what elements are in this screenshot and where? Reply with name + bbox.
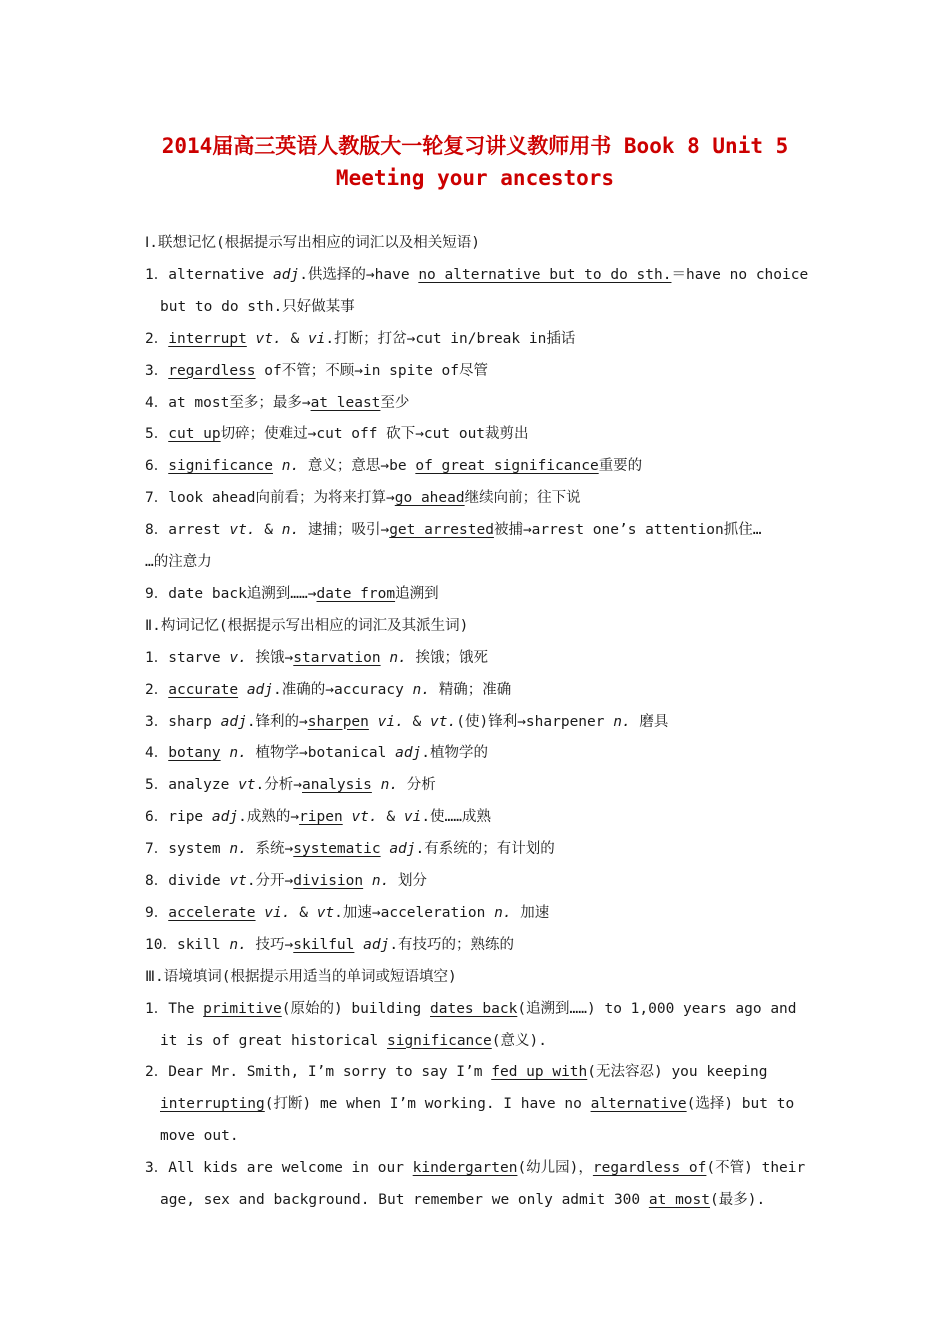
- text-segment: 切碎；使难过→cut off 砍下→cut out裁剪出: [220, 426, 529, 443]
- part-of-speech: vt.: [351, 809, 378, 826]
- text-segment: [363, 873, 372, 889]
- text-line: [160, 1126, 825, 1146]
- text-segment: 分析: [398, 777, 436, 794]
- part-of-speech: n.: [229, 841, 247, 858]
- text-segment: .加速→acceleration: [334, 904, 495, 921]
- text-segment: Ⅰ.联想记忆(根据提示写出相应的词汇以及相关短语): [145, 235, 480, 251]
- answer-blank: interrupting: [160, 1096, 265, 1113]
- text-segment: move out.: [160, 1128, 239, 1145]
- text-segment: 6．ripe: [145, 809, 212, 826]
- text-segment: 9．: [145, 904, 169, 921]
- part-of-speech: n.: [281, 522, 300, 539]
- text-segment: 磨具: [630, 713, 669, 730]
- text-line: [145, 488, 810, 508]
- text-segment: Ⅱ.构词记忆(根据提示写出相应的词汇及其派生词): [145, 617, 469, 634]
- answer-blank: botany: [168, 745, 221, 762]
- answer-blank: starvation: [293, 649, 381, 666]
- text-line: [145, 329, 810, 349]
- part-of-speech: n.: [412, 681, 431, 698]
- part-of-speech: vi: [403, 809, 422, 826]
- text-segment: (选择) but to: [686, 1096, 795, 1113]
- text-segment: but to do sth.只好做某事: [160, 298, 355, 315]
- text-segment: &: [281, 330, 308, 347]
- answer-blank: ripen: [299, 809, 343, 826]
- text-segment: 3．All kids are welcome in our: [145, 1160, 413, 1177]
- text-line: [145, 616, 810, 636]
- text-segment: (追溯到……) to 1,000 years ago and: [517, 1000, 797, 1017]
- text-segment: (使)锋利→sharpener: [456, 713, 614, 730]
- text-segment: it is of great historical: [160, 1032, 387, 1049]
- text-line: [145, 712, 810, 732]
- text-segment: 精确；准确: [430, 681, 512, 698]
- answer-blank: significance: [386, 1032, 492, 1049]
- part-of-speech: n.: [389, 649, 407, 666]
- part-of-speech: adj: [246, 681, 274, 698]
- part-of-speech: n.: [371, 873, 390, 889]
- text-segment: [369, 714, 378, 730]
- text-segment: &: [255, 522, 282, 539]
- text-segment: 1．alternative: [145, 266, 273, 283]
- text-segment: &: [290, 904, 317, 921]
- part-of-speech: vi.: [264, 904, 291, 921]
- text-segment: .成熟的→: [238, 809, 300, 826]
- text-segment: 技巧→: [246, 936, 294, 953]
- part-of-speech: vt: [229, 873, 247, 889]
- text-segment: [256, 905, 265, 921]
- text-segment: 5．analyze: [145, 777, 239, 794]
- text-segment: (意义).: [491, 1032, 547, 1049]
- text-segment: .准确的→accuracy: [273, 681, 413, 698]
- answer-blank: alternative: [590, 1096, 687, 1113]
- text-line: [145, 233, 810, 253]
- text-segment: (打断) me when I’m working. I have no: [264, 1096, 591, 1113]
- part-of-speech: n.: [229, 745, 247, 762]
- part-of-speech: vi.: [377, 713, 404, 730]
- text-segment: 3．: [145, 362, 169, 379]
- text-segment: of不管；不顾→in spite of尽管: [255, 362, 488, 379]
- text-segment: .打断；打岔→cut in/break in插话: [325, 330, 576, 347]
- part-of-speech: vt.: [255, 330, 282, 347]
- text-line: [145, 520, 810, 540]
- text-line: [145, 265, 810, 285]
- part-of-speech: adj: [220, 713, 247, 730]
- text-segment: 8．arrest: [145, 522, 230, 539]
- text-segment: .分开→: [246, 873, 294, 889]
- answer-blank: kindergarten: [412, 1160, 518, 1177]
- part-of-speech: n.: [494, 904, 512, 921]
- text-segment: …的注意力: [145, 554, 212, 570]
- text-segment: 3．sharp: [145, 713, 221, 730]
- answer-blank: date from: [316, 585, 396, 602]
- answer-blank: primitive: [203, 1000, 282, 1017]
- text-line: [145, 361, 810, 381]
- answer-blank: fed up with: [491, 1064, 588, 1081]
- text-line: [145, 839, 810, 859]
- part-of-speech: n.: [380, 777, 399, 794]
- answer-blank: dates back: [430, 1000, 518, 1017]
- text-segment: 2．: [145, 681, 169, 698]
- text-segment: 挨饿；饿死: [406, 649, 489, 666]
- text-line: [145, 393, 810, 413]
- text-segment: 植物学→botanical: [246, 745, 396, 762]
- answer-blank: accelerate: [168, 904, 256, 921]
- text-line: [145, 552, 810, 572]
- answer-blank: interrupt: [168, 330, 247, 347]
- text-segment: Ⅲ.语境填词(根据提示用适当的单词或短语填空): [145, 968, 457, 985]
- part-of-speech: vt.: [229, 522, 256, 539]
- text-line: [145, 903, 810, 923]
- answer-blank: at least: [310, 394, 381, 411]
- text-line: [145, 743, 810, 763]
- part-of-speech: n.: [613, 713, 631, 730]
- answer-blank: skilful: [293, 936, 355, 953]
- document-title-line-1: 2014届高三英语人教版大一轮复习讲义教师用书 Book 8 Unit 5: [161, 134, 789, 158]
- text-line: [145, 775, 810, 795]
- part-of-speech: v.: [229, 649, 247, 666]
- text-segment: .有系统的；有计划的: [415, 841, 555, 858]
- text-segment: 6．: [145, 458, 169, 475]
- part-of-speech: adj: [273, 266, 300, 283]
- text-line: [145, 584, 810, 604]
- text-segment: 意义；意思→be: [299, 458, 416, 475]
- answer-blank: of great significance: [415, 458, 599, 475]
- part-of-speech: adj: [363, 936, 390, 953]
- text-line: [145, 1158, 810, 1178]
- text-line: [145, 680, 810, 700]
- part-of-speech: vt: [238, 777, 256, 794]
- text-segment: 被捕→arrest one’s attention抓住…: [493, 522, 762, 539]
- text-segment: .植物学的: [421, 745, 489, 762]
- answer-blank: regardless: [168, 362, 256, 379]
- text-segment: 1．The: [145, 1000, 204, 1017]
- text-segment: 划分: [389, 873, 428, 889]
- answer-blank: cut up: [168, 426, 221, 443]
- text-segment: [238, 682, 247, 698]
- text-line: [160, 1031, 825, 1051]
- answer-blank: analysis: [302, 777, 372, 794]
- part-of-speech: adj: [395, 745, 422, 762]
- text-segment: (幼儿园)，: [517, 1160, 593, 1177]
- text-segment: 重要的: [598, 458, 643, 475]
- text-line: [145, 935, 810, 955]
- text-segment: .锋利的→: [246, 713, 308, 730]
- text-segment: 加速: [511, 904, 550, 921]
- text-segment: 继续向前；往下说: [464, 490, 581, 507]
- part-of-speech: n.: [281, 458, 300, 475]
- text-segment: 4．at most至多；最多→: [145, 394, 311, 411]
- text-line: [145, 807, 810, 827]
- text-segment: 2．Dear Mr. Smith, I’m sorry to say I’m: [145, 1064, 492, 1081]
- text-line: [145, 967, 810, 987]
- text-segment: [247, 331, 256, 347]
- text-line: [145, 424, 810, 444]
- text-segment: ＝have no choice: [671, 266, 809, 283]
- text-segment: (最多).: [709, 1192, 766, 1208]
- text-line: [145, 456, 810, 476]
- text-line: [145, 999, 810, 1019]
- text-segment: 5．: [145, 426, 169, 443]
- answer-blank: significance: [168, 458, 273, 475]
- answer-blank: no alternative but to do sth.: [418, 266, 672, 283]
- text-line: [145, 871, 810, 891]
- part-of-speech: n.: [229, 936, 247, 953]
- text-line: [160, 1190, 825, 1210]
- text-segment: (无法容忍) you keeping: [587, 1064, 768, 1081]
- text-segment: 系统→: [246, 841, 294, 858]
- text-segment: 8．divide: [145, 873, 230, 889]
- text-line: [160, 1094, 825, 1114]
- text-segment: 挨饿→: [246, 649, 294, 666]
- answer-blank: get arrested: [389, 522, 494, 539]
- part-of-speech: vt.: [430, 713, 457, 730]
- part-of-speech: adj: [389, 841, 416, 858]
- text-segment: (不管) their: [706, 1160, 806, 1177]
- text-segment: &: [403, 713, 431, 730]
- text-segment: (原始的) building: [281, 1000, 430, 1017]
- text-segment: .供选择的→have: [299, 266, 419, 283]
- answer-blank: systematic: [293, 841, 381, 858]
- text-segment: 10．skill: [145, 936, 230, 953]
- text-line: [145, 1062, 810, 1082]
- text-segment: [354, 937, 363, 953]
- text-segment: 7．system: [145, 841, 230, 858]
- answer-blank: accurate: [168, 681, 239, 698]
- document-title-line-2: Meeting your ancestors: [335, 166, 615, 190]
- text-segment: 9．date back追溯到……→: [145, 585, 317, 602]
- part-of-speech: adj: [211, 809, 239, 826]
- text-segment: .使……成熟: [421, 809, 492, 826]
- text-segment: 2．: [145, 330, 169, 347]
- text-segment: .有技巧的；熟练的: [389, 936, 515, 953]
- answer-blank: division: [293, 873, 364, 889]
- answer-blank: regardless of: [592, 1160, 707, 1177]
- text-segment: &: [377, 809, 404, 826]
- answer-blank: go ahead: [394, 490, 465, 507]
- part-of-speech: vi: [307, 330, 326, 347]
- text-segment: [273, 458, 282, 474]
- text-segment: .分析→: [255, 777, 303, 794]
- text-segment: 4．: [145, 745, 169, 762]
- text-segment: 追溯到: [395, 585, 439, 602]
- text-segment: 1．starve: [145, 649, 230, 666]
- text-line: [160, 297, 825, 317]
- text-segment: 逮捕；吸引→: [299, 522, 390, 539]
- answer-blank: at most: [648, 1192, 710, 1208]
- part-of-speech: vt: [316, 904, 335, 921]
- text-segment: 7．look ahead向前看；为将来打算→: [145, 490, 395, 507]
- text-line: [145, 648, 810, 668]
- text-segment: [372, 777, 381, 793]
- answer-blank: sharpen: [307, 713, 369, 730]
- text-segment: 至少: [380, 394, 410, 411]
- text-segment: age, sex and background. But remember we only admit 300: [160, 1192, 649, 1208]
